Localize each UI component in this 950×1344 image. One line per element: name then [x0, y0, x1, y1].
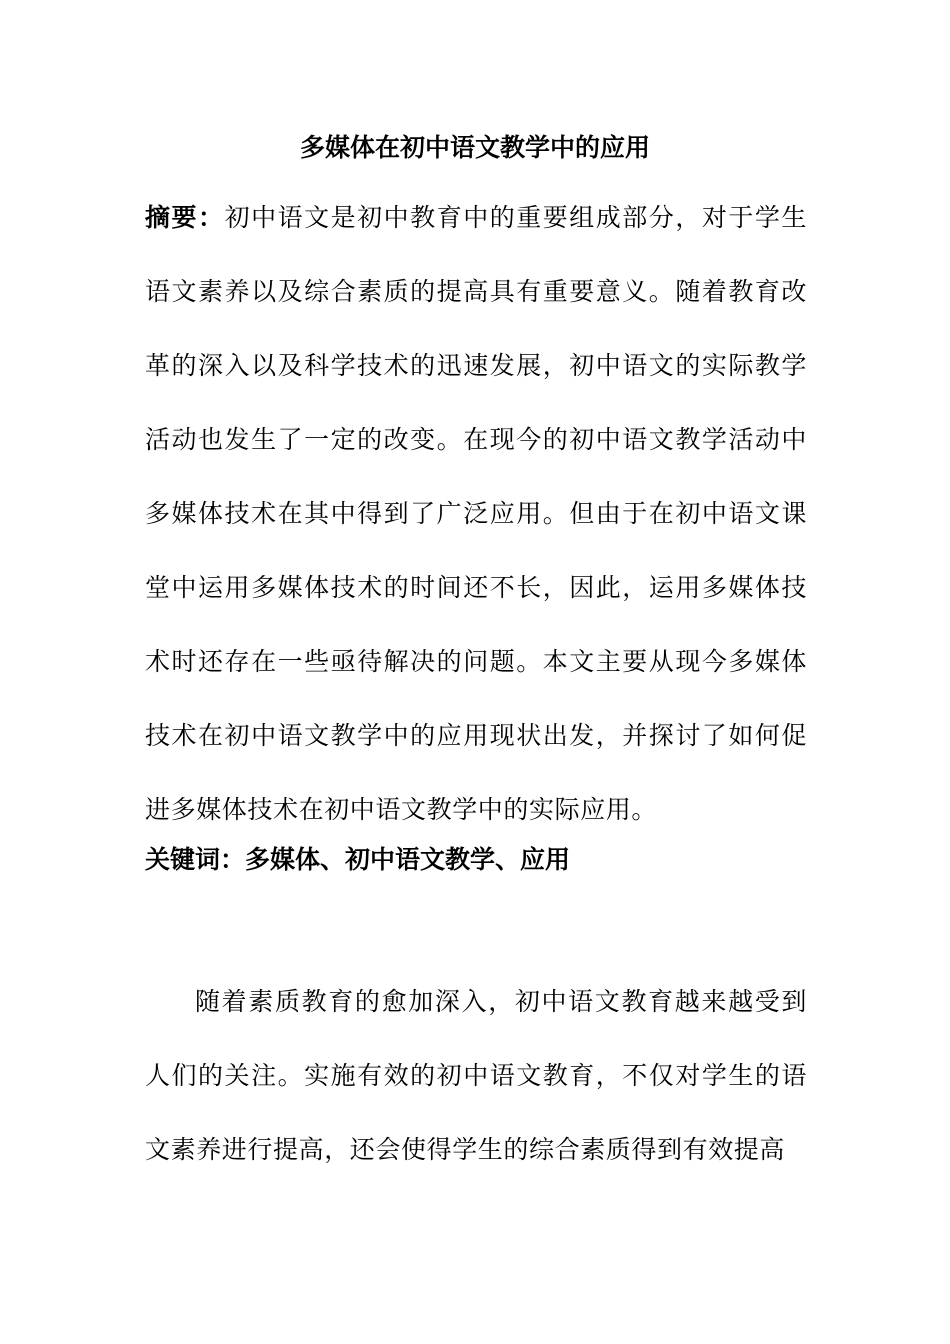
abstract-paragraph	[145, 181, 807, 847]
body-paragraph: 随着素质教育的愈加深入，初中语文教育越来越受到人们的关注。实施有效的初中语文教育，不仅对学生的语文素养进行提高，还会使得学生的综合素质得到有效提高	[145, 987, 807, 1164]
abstract-label: 摘要：	[145, 203, 225, 232]
keywords-text: 多媒体、初中语文教学、应用	[245, 845, 571, 874]
document-title: 多媒体在初中语文教学中的应用	[299, 133, 650, 162]
abstract-text: 初中语文是初中教育中的重要组成部分，对于学生语文素养以及综合素质的提高具有重要意义。随着教育改革的深入以及科学技术的迅速发展，初中语文的实际教学活动也发生了一定的改变。在现今的初中语文教学活动中多媒体技术在其中得到了广泛应用。但由于在初中语文课堂中运用多媒体技术的时间还不长，因此，运用多媒体技术时还存在一些亟待解决的问题。本文主要从现今多媒体技术在初中语文教学中的应用现状出发，并探讨了如何促进多媒体技术在初中语文教学中的实际应用。	[145, 203, 808, 824]
keywords-label: 关键词：	[145, 845, 246, 874]
keywords-line	[145, 840, 807, 880]
